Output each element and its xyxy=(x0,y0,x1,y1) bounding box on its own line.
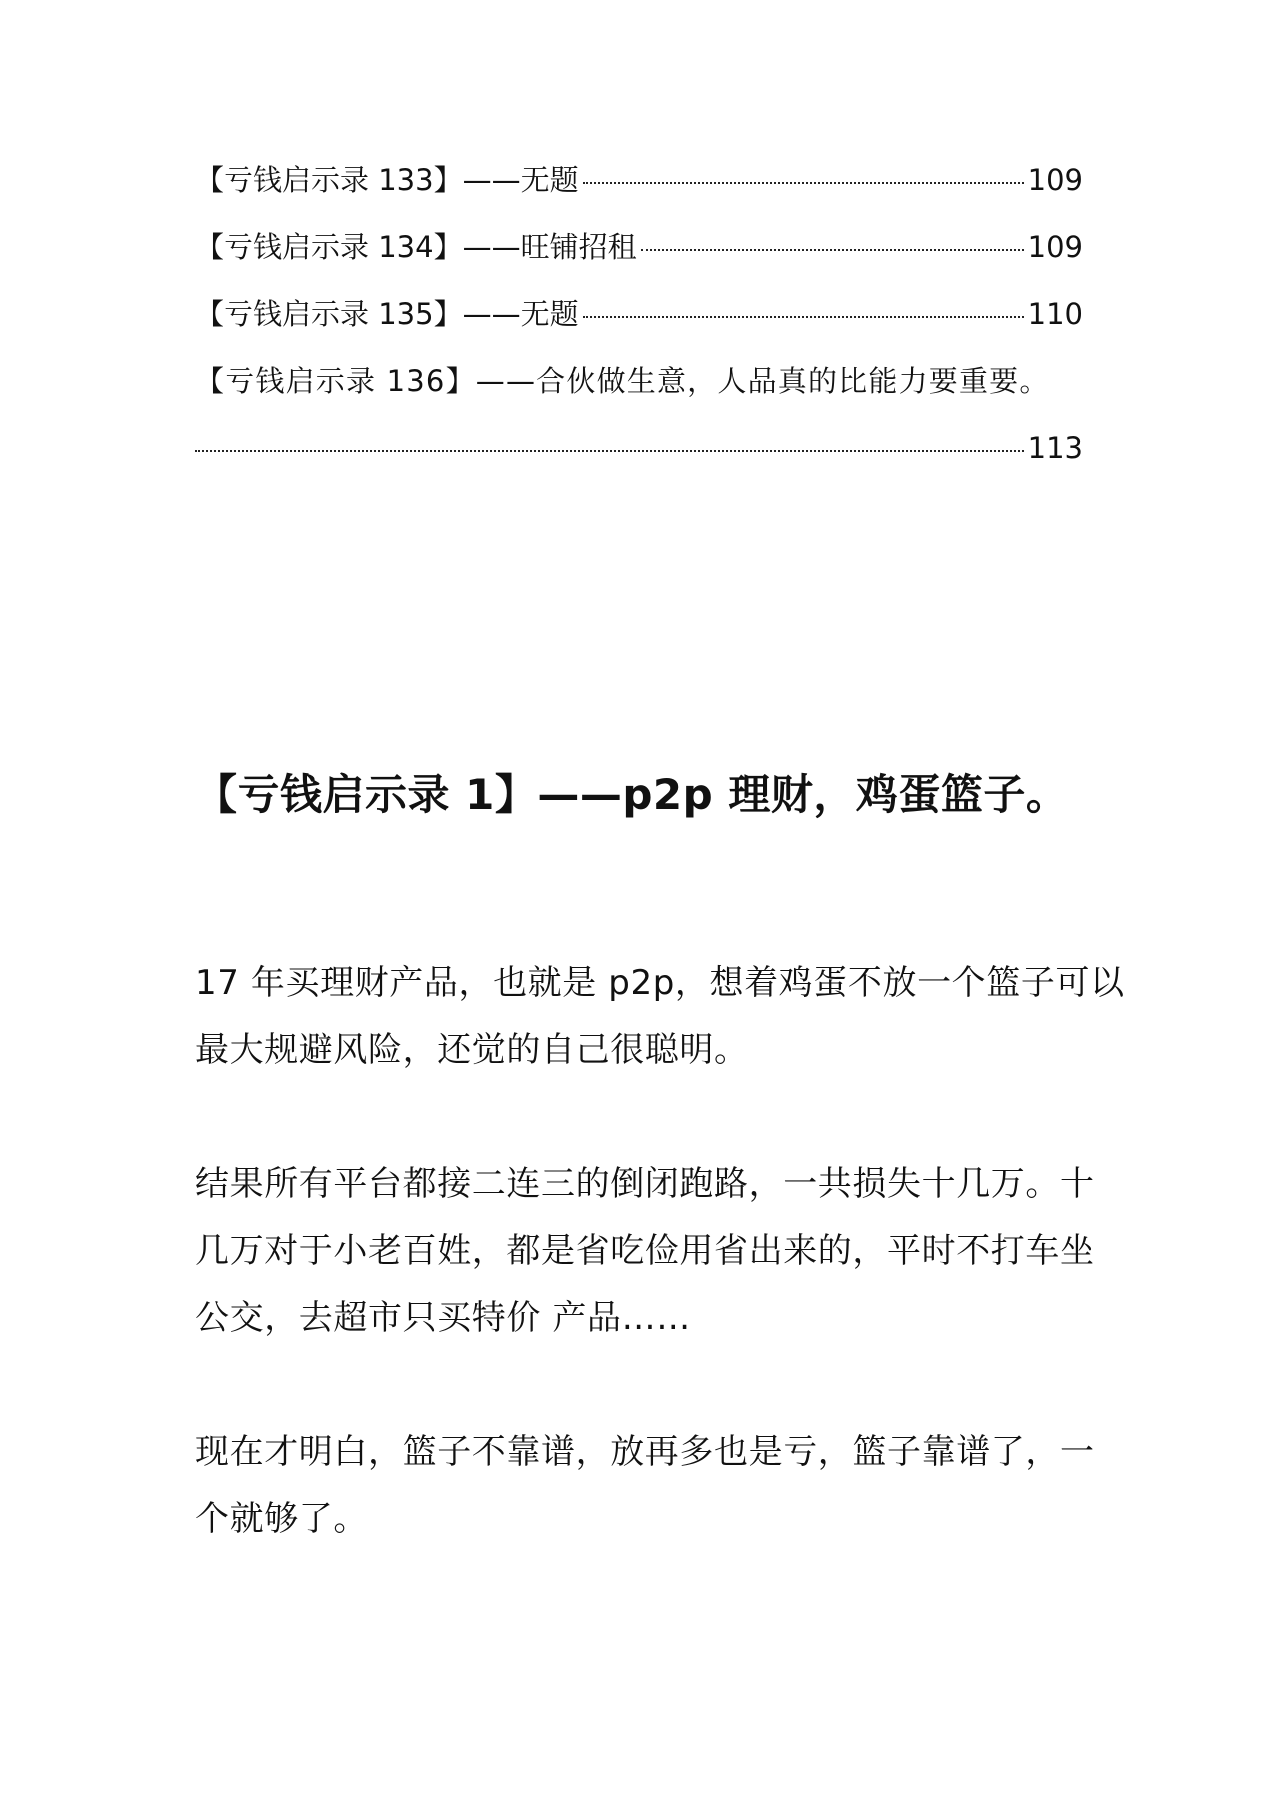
table-of-contents xyxy=(195,160,1083,495)
toc-entry-title: 【亏钱启示录 136】——合伙做生意，人品真的比能力要重要。 xyxy=(195,364,1050,398)
toc-entry-title: 【亏钱启示录 134】——旺铺招租 xyxy=(195,230,637,264)
paragraph-line: 个就够了。 xyxy=(195,1499,368,1539)
paragraph-line: 现在才明白，篮子不靠谱，放再多也是亏，篮子靠谱了，一 xyxy=(195,1432,1095,1472)
toc-page-number: 110 xyxy=(1027,297,1083,331)
toc-entry-continuation xyxy=(195,428,1083,495)
toc-entry[interactable] xyxy=(195,160,1083,227)
paragraph xyxy=(195,1151,1095,1352)
paragraph xyxy=(195,1419,1095,1553)
toc-dot-leader xyxy=(583,182,1024,184)
toc-page-number: 109 xyxy=(1027,230,1083,264)
paragraph xyxy=(195,950,1125,1084)
toc-entry[interactable] xyxy=(195,294,1083,361)
toc-entry-title: 【亏钱启示录 133】——无题 xyxy=(195,163,579,197)
paragraph-line: 17 年买理财产品，也就是 p2p，想着鸡蛋不放一个篮子可以 xyxy=(195,963,1125,1003)
paragraph-line: 几万对于小老百姓，都是省吃俭用省出来的，平时不打车坐 xyxy=(195,1231,1095,1271)
toc-entry[interactable] xyxy=(195,227,1083,294)
toc-dot-leader xyxy=(195,450,1024,452)
paragraph-line: 最大规避风险，还觉的自己很聪明。 xyxy=(195,1030,749,1070)
toc-dot-leader xyxy=(641,249,1024,251)
paragraph-line: 公交，去超市只买特价 产品…… xyxy=(195,1298,691,1338)
chapter-body xyxy=(195,950,1125,1620)
paragraph-line: 结果所有平台都接二连三的倒闭跑路，一共损失十几万。十 xyxy=(195,1164,1095,1204)
toc-entry-title: 【亏钱启示录 135】——无题 xyxy=(195,297,579,331)
chapter-heading: 【亏钱启示录 1】——p2p 理财，鸡蛋篮子。 xyxy=(195,770,1069,819)
toc-page-number: 109 xyxy=(1027,163,1083,197)
toc-entry[interactable] xyxy=(195,361,1083,495)
toc-page-number: 113 xyxy=(1027,431,1083,465)
toc-dot-leader xyxy=(583,316,1024,318)
